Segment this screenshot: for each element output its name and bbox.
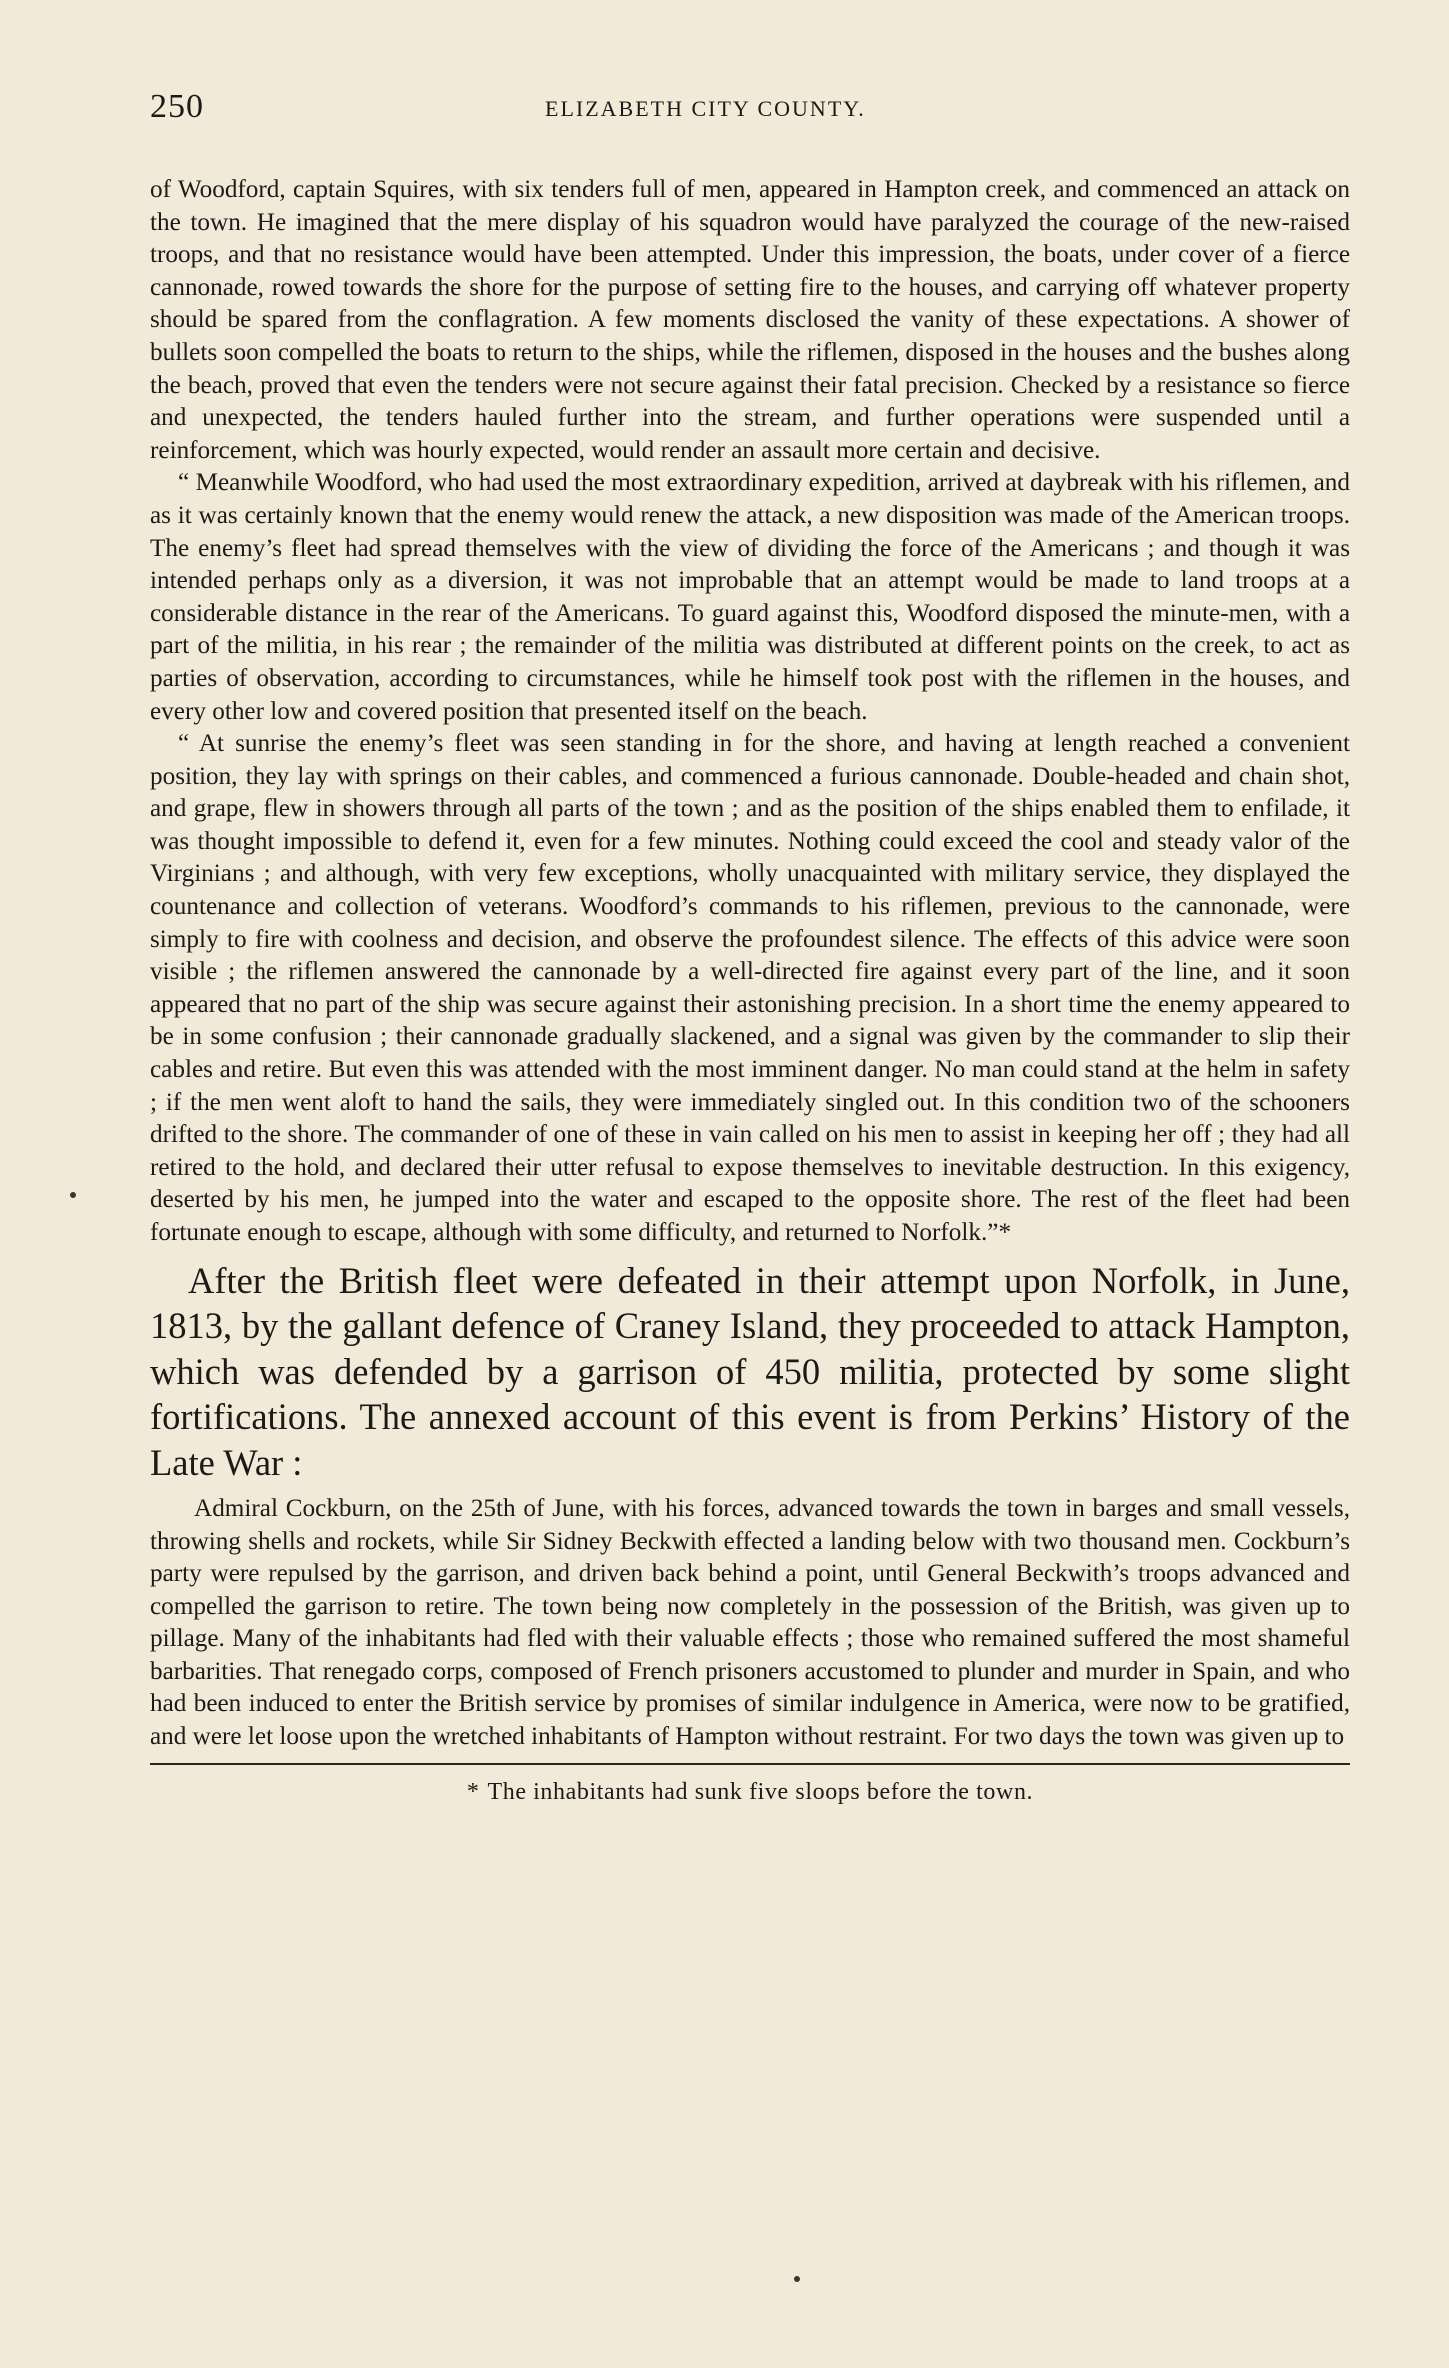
page-number: 250 — [150, 88, 204, 125]
running-head: ELIZABETH CITY COUNTY. — [545, 96, 866, 121]
paper-speck — [70, 1192, 76, 1198]
perkins-account — [150, 1493, 1350, 1753]
footnote — [150, 1779, 1350, 1806]
page — [150, 88, 1350, 1806]
large-print-introduction — [150, 1258, 1350, 1486]
page-header — [150, 88, 1350, 132]
paper-speck — [794, 2276, 800, 2282]
quoted-account — [150, 174, 1350, 1250]
quote-paragraph-3: “ At sunrise the enemy’s fleet was seen standing in for the shore, and having at length reached a convenient position, they lay with springs on their cables, and commenced a furious cannonade. Double-headed and chain shot, and grape, flew in showers through all parts of the town ; and as the position of the ships enabled them to enfilade, it was thought impossible to defend it, even for a few minutes. Nothing could exceed the cool and steady valor of the Virginians ; and although, with very few exceptions, wholly unacquainted with military service, they displayed the countenance and collection of veterans. Woodford’s commands to his riflemen, previous to the cannonade, were simply to fire with coolness and decision, and observe the profoundest silence. The effects of this advice were soon visible ; the riflemen answered the cannonade by a well-directed fire against every part of the line, and it soon appeared that no part of the ship was secure against their astonishing precision. In a short time the enemy appeared to be in some confusion ; their cannonade gradually slackened, and a signal was given by the commander to slip their cables and retire. But even this was attended with the most imminent danger. No man could stand at the helm in safety ; if the men went aloft to hand the sails, they were immediately singled out. In this condition two of the schooners drifted to the shore. The commander of one of these in vain called on his men to assist in keeping her off ; they had all retired to the hold, and declared their utter refusal to expose themselves to inevitable destruction. In this exigency, deserted by his men, he jumped into the water and escaped to the opposite shore. The rest of the fleet had been fortunate enough to escape, although with some difficulty, and returned to Norfolk.”* — [150, 730, 1350, 1246]
footnote-rule — [150, 1763, 1350, 1765]
footnote-text: The inhabitants had sunk five sloops before the town. — [487, 1779, 1034, 1806]
footnote-mark: * — [466, 1779, 480, 1806]
quote-paragraph-1: of Woodford, captain Squires, with six tenders full of men, appeared in Hampton creek, and commenced an attack on the town. He imagined that the mere display of his squadron would have paralyzed the courage of the new-raised troops, and that no resistance would have been attempted. Under this impression, the boats, under cover of a fierce cannonade, rowed towards the shore for the purpose of setting fire to the houses, and carrying off whatever property should be spared from the conflagration. A few moments disclosed the vanity of these expectations. A shower of bullets soon compelled the boats to return to the ships, while the riflemen, disposed in the houses and the bushes along the beach, proved that even the tenders were not secure against their fatal precision. Checked by a resistance so fierce and unexpected, the tenders hauled further into the stream, and further operations were suspended until a reinforcement, which was hourly expected, would render an assault more certain and decisive. — [150, 176, 1350, 464]
quote-paragraph-2: “ Meanwhile Woodford, who had used the most extraordinary expedition, arrived at daybreak with his riflemen, and as it was certainly known that the enemy would renew the attack, a new disposition was made of the American troops. The enemy’s fleet had spread themselves with the view of dividing the force of the Americans ; and though it was intended perhaps only as a diversion, it was not improbable that an attempt would be made to land troops at a considerable distance in the rear of the Americans. To guard against this, Woodford disposed the minute-men, with a part of the militia, in his rear ; the remainder of the militia was distributed at different points on the creek, to act as parties of observation, according to circumstances, while he himself took post with the riflemen in the houses, and every other low and covered position that presented itself on the beach. — [150, 469, 1350, 725]
body-paragraph: Admiral Cockburn, on the 25th of June, with his forces, advanced towards the town in barges and small vessels, throwing shells and rockets, while Sir Sidney Beckwith effected a landing below with two thousand men. Cockburn’s party were repulsed by the garrison, and driven back behind a point, until General Beckwith’s troops advanced and compelled the garrison to retire. The town being now completely in the possession of the British, was given up to pillage. Many of the inhabitants had fled with their valuable effects ; those who remained suffered the most shameful barbarities. That renegado corps, composed of French prisoners accustomed to plunder and murder in Spain, and who had been induced to enter the British service by promises of similar indulgence in America, were now to be gratified, and were let loose upon the wretched inhabitants of Hampton without restraint. For two days the town was given up to — [150, 1495, 1350, 1750]
intro-paragraph: After the British fleet were defeated in their attempt upon Norfolk, in June, 1813, by the gallant defence of Craney Island, they proceeded to attack Hampton, which was defended by a garrison of 450 militia, protected by some slight fortifications. The annexed account of this event is from Perkins’ History of the Late War : — [150, 1259, 1350, 1483]
